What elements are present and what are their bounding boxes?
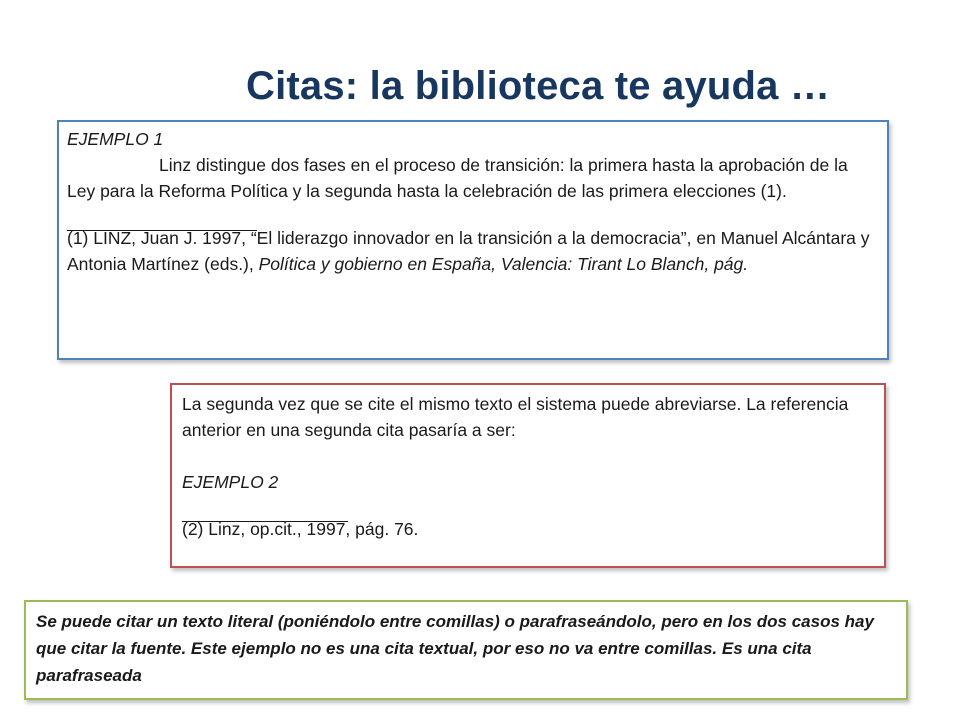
example-1-footnote: [67, 225, 877, 277]
example-1-box: [57, 120, 889, 360]
example-2-spacer: [182, 443, 874, 469]
note-box: [24, 600, 908, 700]
example-2-footnote: (2) Linz, op.cit., 1997, pág. 76.: [182, 519, 419, 539]
slide-title: Citas: la biblioteca te ayuda …: [246, 64, 831, 108]
example-1-footnote-plain: (1) LINZ, Juan J. 1997, “El liderazgo innovador en la transición a la democracia”, en Manuel Alcántara y Antonia Martínez (eds.),: [67, 228, 870, 274]
note-text: Se puede citar un texto literal (poniéndolo entre comillas) o parafraseándolo, pero en los dos casos hay que citar la fuente. Este ejemplo no es una cita textual, por eso no va entre comillas. Es una cita parafraseada: [36, 612, 874, 685]
example-1-footnote-italic: Política y gobierno en España, Valencia: Tirant Lo Blanch, pág.: [258, 254, 749, 274]
example-1-label: EJEMPLO 1: [67, 129, 164, 149]
example-1-body: [67, 152, 877, 204]
example-2-label: EJEMPLO 2: [182, 472, 279, 492]
example-1-body-text: Linz distingue dos fases en el proceso de transición: la primera hasta la aprobación de la Ley para la Reforma Política y la segunda hasta la celebración de las primera elecciones (1).: [67, 155, 848, 201]
example-2-box: [170, 383, 886, 568]
example-2-intro: La segunda vez que se cite el mismo texto el sistema puede abreviarse. La referencia anterior en una segunda cita pasaría a ser:: [182, 394, 849, 440]
